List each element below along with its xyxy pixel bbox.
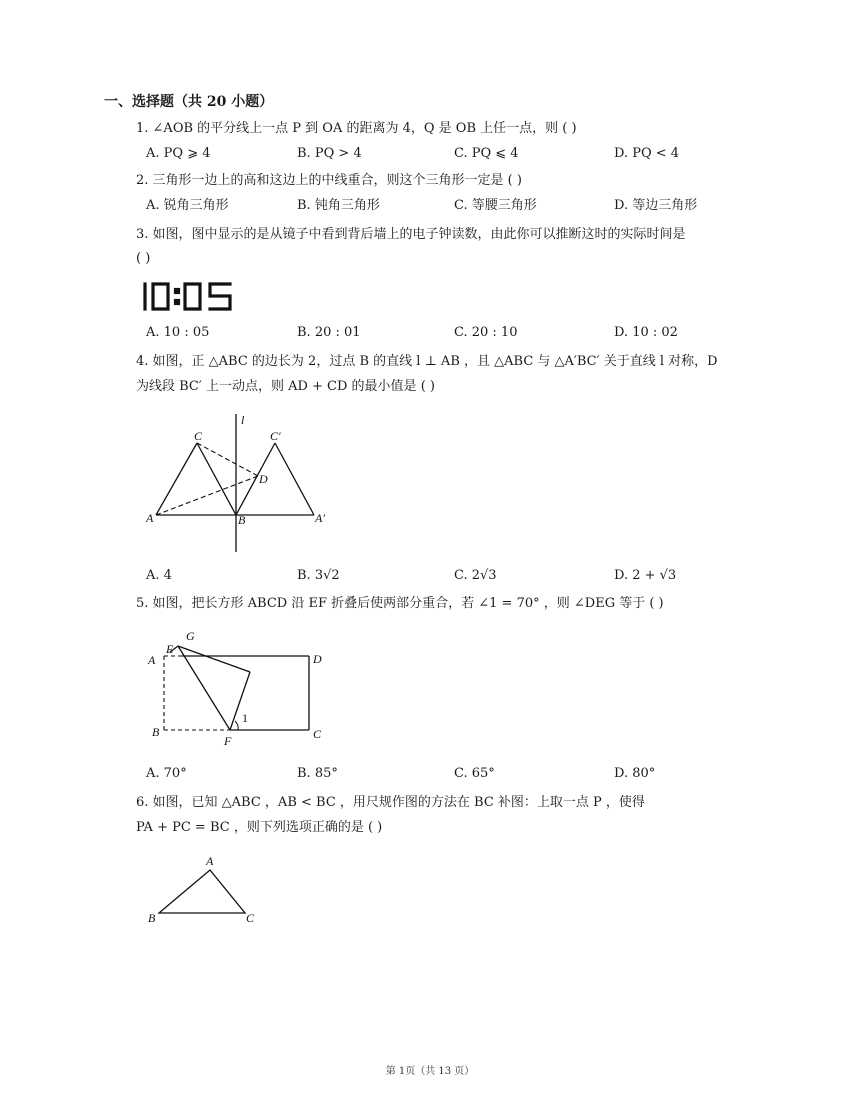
- fig4-label-d: D: [259, 472, 268, 486]
- fig5-label-a: A: [148, 653, 156, 667]
- question-6-stem-line1: 6. 如图，已知 △ABC ，AB < BC ，用尺规作图的方法在 BC 补图：上取一点 P ，使得: [136, 795, 645, 810]
- fig6-label-c: C: [246, 911, 255, 925]
- fig5-label-c: C: [313, 727, 322, 741]
- question-5-option-a[interactable]: A. 70°: [146, 766, 187, 781]
- fig5-label-angle-1: 1: [242, 711, 248, 725]
- question-4-option-b[interactable]: B. 3√2: [297, 568, 340, 583]
- question-6-figure: [140, 850, 270, 930]
- fig4-label-l: l: [241, 413, 245, 427]
- question-3-option-d[interactable]: D. 10 : 02: [614, 325, 678, 340]
- question-4-option-a[interactable]: A. 4: [146, 568, 172, 583]
- question-5-option-b[interactable]: B. 85°: [297, 766, 338, 781]
- question-3-stem-line1: 3. 如图，图中显示的是从镜子中看到背后墙上的电子钟读数，由此你可以推断这时的实际时间是: [136, 227, 686, 242]
- question-1-option-c[interactable]: C. PQ ⩽ 4: [454, 146, 519, 161]
- question-4-stem-line2: 为线段 BC′ 上一动点，则 AD + CD 的最小值是 ( ): [136, 379, 435, 394]
- question-5-option-d[interactable]: D. 80°: [614, 766, 656, 781]
- section-title: 一、选择题（共 20 小题）: [104, 94, 274, 110]
- question-3-option-a[interactable]: A. 10 : 05: [146, 325, 210, 340]
- question-6-stem-line2: PA + PC = BC ，则下列选项正确的是 ( ): [136, 820, 383, 835]
- question-1-stem: 1. ∠AOB 的平分线上一点 P 到 OA 的距离为 4，Q 是 OB 上任一点，则 ( ): [136, 121, 577, 136]
- question-2-option-c[interactable]: C. 等腰三角形: [454, 198, 537, 213]
- fig5-label-g: G: [186, 629, 195, 643]
- fig5-label-f: F: [224, 734, 232, 748]
- fig4-label-a: A: [146, 511, 154, 525]
- fig4-label-b: B: [238, 513, 246, 527]
- mirrored-clock-figure: [140, 280, 240, 314]
- question-1-option-a[interactable]: A. PQ ⩾ 4: [146, 146, 211, 161]
- question-5-option-c[interactable]: C. 65°: [454, 766, 495, 781]
- fig5-label-e: E: [166, 642, 174, 656]
- question-2-option-d[interactable]: D. 等边三角形: [614, 198, 698, 213]
- question-4-figure: [140, 410, 340, 556]
- question-3-stem-line2: ( ): [136, 251, 151, 266]
- question-2-stem: 2. 三角形一边上的高和这边上的中线重合，则这个三角形一定是 ( ): [136, 173, 522, 188]
- question-2-option-a[interactable]: A. 锐角三角形: [146, 198, 229, 213]
- question-3-option-c[interactable]: C. 20 : 10: [454, 325, 518, 340]
- fig6-label-a: A: [206, 854, 214, 868]
- question-5-figure: [140, 626, 340, 750]
- page-footer: 第 1页（共 13 页）: [385, 1066, 475, 1077]
- question-3-option-b[interactable]: B. 20 : 01: [297, 325, 361, 340]
- question-2-option-b[interactable]: B. 钝角三角形: [297, 198, 380, 213]
- fig6-label-b: B: [148, 911, 156, 925]
- question-4-stem-line1: 4. 如图，正 △ABC 的边长为 2，过点 B 的直线 l ⊥ AB ，且 △ABC 与 △A′BC′ 关于直线 l 对称，D: [136, 354, 718, 369]
- question-4-option-c[interactable]: C. 2√3: [454, 568, 497, 583]
- fig4-label-a-prime: A′: [315, 511, 325, 525]
- question-1-option-d[interactable]: D. PQ < 4: [614, 146, 680, 161]
- question-5-stem: 5. 如图，把长方形 ABCD 沿 EF 折叠后使两部分重合，若 ∠1 = 70° ，则 ∠DEG 等于 ( ): [136, 596, 664, 611]
- fig5-label-b: B: [152, 725, 160, 739]
- fig4-label-c-prime: C′: [270, 429, 281, 443]
- question-4-option-d[interactable]: D. 2 + √3: [614, 568, 677, 583]
- fig4-label-c: C: [194, 429, 203, 443]
- fig5-label-d: D: [313, 652, 322, 666]
- question-1-option-b[interactable]: B. PQ > 4: [297, 146, 362, 161]
